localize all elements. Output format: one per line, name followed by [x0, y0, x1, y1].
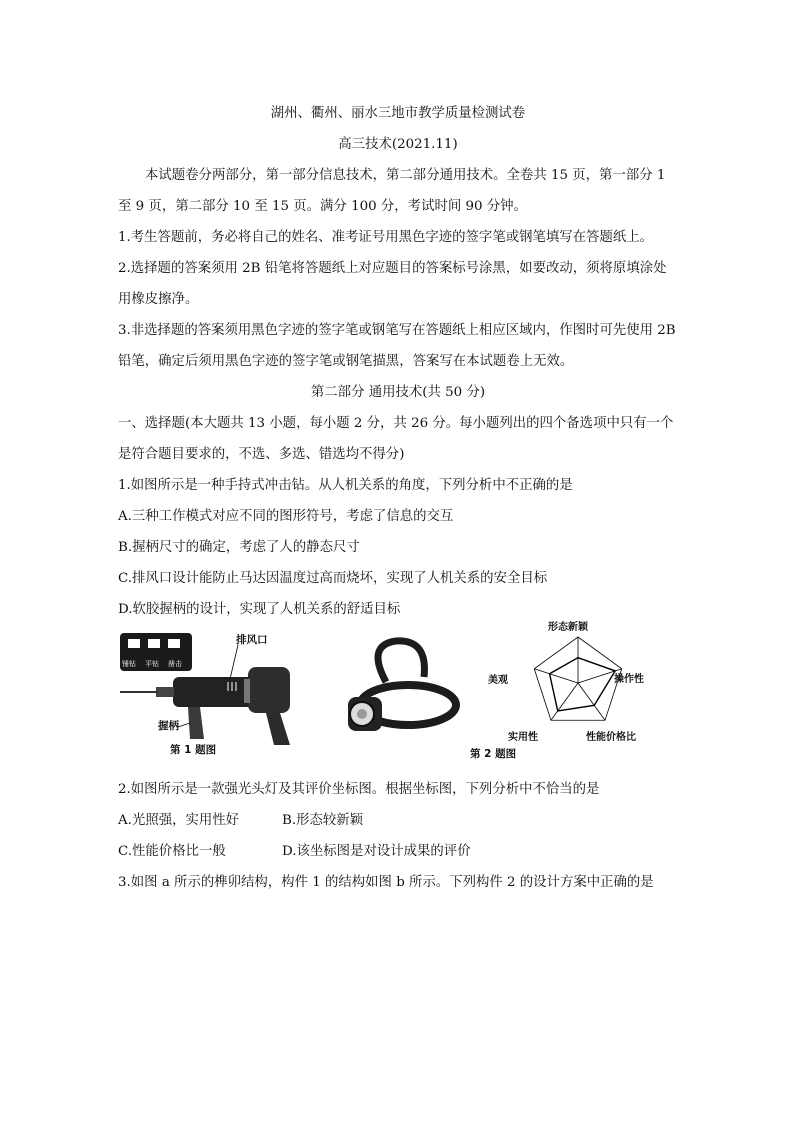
section1-title: 一、选择题(本大题共 13 小题，每小题 2 分，共 26 分。每小题列出的四个备选项中只有一个是符合题目要求的，不选、多选、错选均不得分) [118, 416, 674, 462]
q1-option-b: B.握柄尺寸的确定，考虑了人的静态尺寸 [118, 540, 360, 555]
q3-stem: 3.如图 a 所示的榫卯结构，构件 1 的结构如图 b 所示。下列构件 2 的设计方案中正确的是 [118, 875, 654, 890]
radar-axis-line [534, 669, 578, 683]
drill-motor [248, 667, 290, 713]
radar-axis-label-cost-performance: 性能价格比 [586, 732, 636, 743]
radar-axis-label-aesthetics: 美观 [488, 675, 508, 686]
q2-options-row-2 [118, 836, 678, 867]
figure-1-caption: 第 1 题图 [170, 744, 217, 756]
drill-rear-handle [266, 713, 290, 745]
q1-option-d: D.软胶握柄的设计，实现了人机关系的舒适目标 [118, 602, 401, 617]
q1-option-c: C.排风口设计能防止马达因温度过高而烧坏，实现了人机关系的安全目标 [118, 571, 548, 586]
q2-option-c: C.性能价格比一般 [118, 844, 226, 859]
q2-option-d: D.该坐标图是对设计成果的评价 [282, 844, 471, 859]
q2-option-a: A.光照强，实用性好 [118, 813, 240, 828]
figure-2-radar [468, 621, 678, 771]
q1-stem: 1.如图所示是一种手持式冲击钻。从人机关系的角度，下列分析中不正确的是 [118, 478, 573, 493]
instruction-3: 3.非选择题的答案须用黑色字迹的签字笔或钢笔写在答题纸上相应区域内，作图时可先使用 2B 铅笔，确定后须用黑色字迹的签字笔或钢笔描黑，答案写在本试题卷上无效。 [118, 323, 676, 369]
radar-series-shape [550, 658, 616, 711]
drill-body [173, 677, 253, 707]
q2-options-row-1 [118, 805, 678, 836]
exam-subtitle: 高三技术(2021.11) [338, 137, 458, 152]
radar-axis-label-practicality: 实用性 [508, 732, 538, 743]
mode-label-hammer-drill: 锤钻 [122, 660, 136, 668]
q2-option-b: B.形态较新颖 [282, 813, 364, 828]
part2-title: 第二部分 通用技术(共 50 分) [310, 385, 486, 400]
drill-illustration [118, 627, 318, 755]
label-vent: 排风口 [236, 634, 268, 646]
headlamp-top-strap [378, 641, 424, 682]
instruction-1: 1.考生答题前，务必将自己的姓名、准考证号用黑色字迹的签字笔或钢笔填写在答题纸上。 [118, 230, 654, 245]
radar-axis-line [578, 683, 605, 720]
mode-label-flat-drill: 平钻 [145, 660, 159, 668]
figure-1-drill [118, 627, 328, 772]
figures-row [118, 622, 678, 772]
instruction-2: 2.选择题的答案须用 2B 铅笔将答题纸上对应题目的答案标号涂黑，如要改动，须将原填涂处用橡皮擦净。 [118, 261, 667, 307]
radar-axis-label-novelty: 形态新颖 [548, 622, 588, 633]
intro-paragraph: 本试题卷分两部分，第一部分信息技术，第二部分通用技术。全卷共 15 页，第一部分 1 至 9 页，第二部分 10 至 15 页。满分 100 分，考试时间 90 分钟。 [118, 168, 666, 214]
exam-page [118, 96, 678, 898]
headlamp-illustration [336, 637, 461, 747]
exam-title: 湖州、衢州、丽水三地市教学质量检测试卷 [270, 106, 526, 121]
figure-2-caption: 第 2 题图 [470, 748, 517, 760]
headlamp-figure [336, 637, 466, 747]
label-grip: 握柄 [158, 720, 179, 732]
radar-axis-label-operability: 操作性 [614, 674, 644, 685]
mode-label-chisel: 凿击 [168, 660, 182, 668]
q1-option-a: A.三种工作模式对应不同的图形符号，考虑了信息的交互 [118, 509, 454, 524]
side-grip [188, 707, 204, 739]
q2-stem: 2.如图所示是一款强光头灯及其评价坐标图。根据坐标图，下列分析中不恰当的是 [118, 782, 600, 797]
